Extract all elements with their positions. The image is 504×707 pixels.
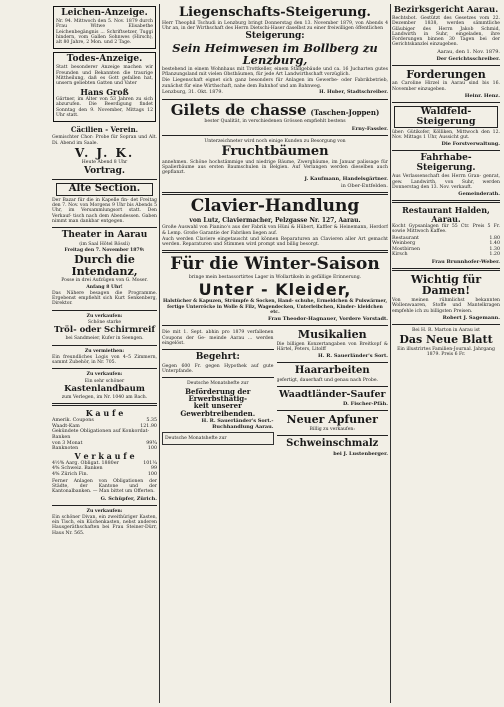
kaufe-row-value: 100: [147, 446, 157, 452]
ford-heading: Forderungen: [406, 67, 486, 81]
wichtig-heading: Wichtig für Damen!: [410, 272, 482, 298]
column-middle: [162, 4, 388, 703]
fahr-sig: Gemeinderath.: [458, 191, 500, 198]
winter-heading: Für die Winter-Saison: [170, 254, 380, 275]
bez-date: Aarau, den 1. Nov. 1879.: [437, 48, 500, 55]
monat-line2: Beförderung der Erwerbsthätig-: [185, 386, 251, 403]
leichen-text: Nr. 94. Mittwoch den 5. Nov. 1879 durch Frau Witwe Elisabethe Leichenbegängnis ... Schriftsetzer, Tuggi hindern, vom Gallen Sohnwes (Hirsch), alt 80 Jahre, 2 Mon. und 2 Tage.: [56, 19, 153, 46]
steigerung-label: Steigerung:: [245, 31, 305, 42]
verkaufe-sig: G. Schüpfer, Zürich.: [100, 495, 157, 502]
frucht-heading: Fruchtbäumen: [221, 143, 329, 159]
vkb-heading: V. J. K.: [74, 145, 135, 160]
begehrt-text: Gegen 600 Fr. gegen Hypothek auf gute Unterpfande.: [162, 363, 274, 374]
halden-row-label: Kirsch: [392, 252, 408, 258]
heimwesen-date: Lenzburg, 31. Okt. 1879.: [162, 89, 223, 95]
kaufe-row: [52, 429, 157, 440]
kaufe-list: [52, 418, 157, 452]
theater-anfang: Anfang 8 Uhr!: [86, 284, 123, 290]
frucht-intro: Unterzeichneter wird noch einige Kunden zu Besorgung von: [204, 138, 346, 144]
waad-sig: D. Fischer-Pfäh.: [343, 401, 388, 408]
todes-text: Statt besonderer Anzeige machen wir Freunden und Bekannten die traurige Mittheilung, daß es Gott gefallen hat, unsern geliebten Gatten und Vater: [56, 65, 153, 87]
inset-text: Deutsche Monatshefte zur: [165, 435, 227, 441]
frucht-text: annehmen. Schöne hochstämmige und niedrige Bäume, Zwergbäume, im Januar palissage für Spalierbäume aus ersten Baumschulen in Belgien. Auf Verlangen werden dieselben auch gepflanzt.: [162, 159, 388, 176]
bez-heading: Bezirksgericht Aarau.: [393, 5, 499, 15]
verkaufe-list: [52, 461, 157, 478]
liegenschaft-title: Liegenschafts-Steigerung.: [179, 5, 371, 20]
heimwesen-text2: Die Liegenschaft eignet sich ganz besonders für Anlagen im Gewerbe- oder Fabrikbetrieb, zunächst für eine Wirthschaft, nahe dem Bahnhof und am Bahnweg.: [162, 78, 388, 89]
neue-blatt-text: Ein illustrirtes Familien-Journal. Jahrgang 1879. Preis 6 Fr.: [397, 346, 495, 358]
theater-title: Theater in Aarau: [61, 230, 148, 241]
ford-text: an Caroline Hirzel in Aarau sind bis 16. November einzugeben.: [392, 81, 500, 92]
halden-row-label: Restaurant: [392, 235, 419, 241]
kaufe-row-label: Amerik. Coupons: [52, 418, 94, 424]
theater-text: Posse in drei Aufzügen von G. Moser.: [61, 278, 148, 284]
verkaufe-row-label: 4½% Aarg. Obligat. 1880er: [52, 460, 119, 466]
heimwesen-sig: H. Huber, Stadtschreiber.: [319, 88, 388, 95]
verkaufen2-text: Ein sehr schöner: [84, 378, 125, 384]
column-left: [52, 4, 157, 703]
begehrt-heading: Begehrt:: [195, 352, 240, 363]
vortrag-heading: Vortrag.: [83, 165, 126, 176]
wichtig-sig: Robert J. Sagemann.: [442, 314, 500, 321]
verkaufen1-label: Zu verkaufen:: [86, 313, 123, 319]
fahr-heading: Fahrhabe-Steigerung.: [416, 153, 476, 173]
clavier-text: Große Auswahl von Pianino's aus der Fabrik von Hüni & Hübert, Kaffler & Heinemann, Herdorf & Lemp. Große Garantie der Fabriken liegen auf.: [162, 225, 388, 236]
verkaufe-row-value: 99: [150, 466, 157, 472]
column-rule-1: [159, 4, 160, 703]
aarau-line: Bei H. R. Marton in Aarau ist: [412, 327, 480, 333]
column-rule-2: [390, 4, 391, 703]
musik-heading: Musikalien: [297, 329, 367, 342]
clavier-text2: Auch werden Claviere eingetauscht und können Reparaturen an Clavieren aller Art gemacht werden. Reparaturen und Stimmen wird prompt und billig besorgt.: [162, 236, 388, 248]
kaufe-row-label: Banknoten: [52, 446, 79, 452]
monat-sig: H. R. Sauerländer's Sort.-Buchhandlung Aarau.: [201, 417, 274, 430]
haar-heading: Haararbeiten: [294, 365, 370, 377]
gilets-paren: (Taschen-Joppen): [310, 107, 380, 117]
heimwesen-heading: Sein Heimwesen im Bollberg zu Lenzburg,: [172, 40, 378, 67]
todes-anzeige-box: [53, 52, 156, 122]
gilets-heading: Gilets de chasse: [170, 100, 307, 119]
vermiethen-text: Ein freundliches Logis von 4–5 Zimmern, sammt Zubehör, in Nr. 705.: [52, 354, 157, 366]
halden-row-value: 1.40: [489, 241, 500, 247]
halden-row-label: Weinberg: [392, 241, 416, 247]
theater-date: Freitag den 7. November 1879:: [64, 247, 145, 253]
monat-line1: Deutsche Monatshefte zur: [186, 381, 249, 387]
halden-text: Kocht Gypsanlagen für 55 Ctr. Preis 5 Fr. sowie Mittwoch Kaffee.: [392, 223, 500, 235]
waad-heading: Waadtländer-Saufer: [278, 389, 386, 401]
heimwesen-text: bestehend in einem Wohnhaus mit Trottkeller, einem Stallgebäude und ca. 16 Jucharten gutes Pflanzungsland mit vielen Obstbäumen, für jede Art Landwirthschaft vorzüglich.: [162, 66, 388, 78]
troel-text: bei Sandmeier, Kufer in Seengen.: [65, 336, 144, 342]
verkaufe-row-value: 100: [147, 472, 157, 478]
ford-sig: Heinr. Henz.: [464, 92, 500, 99]
todes-title: Todes-Anzeige.: [66, 54, 143, 65]
halden-row-value: 1.30: [489, 246, 500, 252]
halden-row-label: Mostbirnen: [392, 246, 421, 252]
vortrag-time: Heute Abend 8 Uhr: [81, 160, 128, 166]
kasten-heading: Kastenlandbaum: [64, 384, 145, 395]
wald-text: über: Gütikofer, Kölliken, Mittwoch den 12. Nov. Mittags 1 Uhr, Aussicht gut.: [392, 129, 500, 141]
theater-play: Durch die Intendanz,: [71, 253, 138, 278]
wald-heading: Waldfeld-Steigerung: [394, 106, 498, 128]
vermiethen-label: Zu vermiethen:: [84, 348, 125, 354]
schwein-sig: bei J. Lustenberger.: [333, 450, 388, 457]
verkaufe-row-label: 4% Schweiz. Banken: [52, 466, 103, 472]
halden-sig: Frau Brunnhofer-Weber.: [431, 258, 500, 265]
todes-text2: Gärtner, im Alter von 53 Jahren zu sich abzurufen. Die Beerdigung findet Sonntag den 9. November, Mittags 12 Uhr statt.: [56, 97, 153, 118]
fahr-text: Aus Verlassenschaft des Herrn Gran- genrat, gew. Landwirth, von Suhr, werden Donnerstag den 13. Nov. verkauft.: [392, 174, 500, 190]
caecilien-text: Gemischter Chor: Probe für Sopran und Alt. Di. Abend im Saale.: [52, 135, 157, 146]
halden-row-value: 1.20: [489, 252, 500, 258]
kaufe-row-value: 5.35: [146, 418, 157, 424]
unter-heading: Unter - Kleider,: [198, 279, 352, 299]
kaufe-row-label: Gekündete Obligationen auf Konkordat-Banken: [52, 429, 150, 441]
verkaufen2-label: Zu verkaufen:: [86, 372, 123, 378]
leichen-title: Leichen-Anzeige.: [61, 8, 148, 18]
winter-text: bringe mein bestassortirtes Lager in Wollartikeln in gefällige Erinnerung.: [188, 275, 362, 281]
verkaufe-row: [52, 472, 157, 478]
caecilien-title: Cäcilien - Verein.: [70, 125, 139, 135]
neue-blatt-heading: Das Neue Blatt: [399, 333, 493, 347]
frucht-sig2: in Ober-Entfelden.: [340, 183, 388, 190]
todes-name: Hans Groß: [80, 86, 129, 97]
kaufe-row-label: von 3 Monat: [52, 440, 83, 446]
alte-section-title: Alte Section.: [56, 183, 153, 196]
notice-inset: [162, 432, 274, 445]
neuer-text: Billig zu verkaufen:: [309, 426, 355, 432]
verkaufe-text: Ferner Anlagen von Obligationen der Städte, der Kantone und der Kantonalbanken. — Man bittet um Offerten.: [52, 478, 157, 495]
verkaufen3-text: Ein schöner Divan, ein zweithüriger Kasten, ein Tisch, ein Küchenkasten, nebst anderen Hausgeräthschaften bei Frau Steiner-Dürr, Haus Nr. 565.: [52, 514, 157, 536]
clavier-heading: Clavier-Handlung: [190, 196, 360, 217]
kaufe-title: K a u f e: [85, 408, 124, 419]
kaufe-row-label: Waadt-Kam: [52, 423, 80, 429]
wichtig-text: Von meinen rühmlichst bekannten Wollenwaaren, Stoffe und Mantelkragen empfehle ich zu billigsten Preisen.: [392, 297, 500, 314]
theater-sub: (im Saal Hôtel Rössli): [79, 241, 130, 247]
verkaufe-row-value: 101¼: [143, 460, 157, 466]
bez-sig: Der Gerichtsschreiber.: [436, 55, 500, 62]
wald-sig: Die Forstverwaltung.: [441, 141, 500, 148]
schwein-heading: Schweinschmalz: [286, 438, 379, 450]
musik-text: Die billigen Konzertangaben von Breitkopf & Härtel, Peters, Litolff: [276, 341, 388, 353]
clavier-sub: von Lutz, Claviermacher, Pelzgasse Nr. 127, Aarau.: [189, 217, 361, 225]
alte-section-text: Der Bazar für die in Kapelle fin- det Freitag den 7. Nov. von Morgens 9 Uhr bis Abends 5 Uhr, im Versammlungsort statt. Den Verkauf- tisch nach dem Abendessen. Gaben nimmt man dankbar entgegen.: [52, 197, 157, 224]
halden-row-value: 1.80: [489, 235, 500, 241]
haar-text: gefertigt, dauerhaft und genau nach Probe.: [276, 377, 379, 383]
verkaufe-row-label: 4% Zürich Fin.: [52, 472, 89, 478]
musik-sig: H. R. Sauerländer's Sort.: [318, 353, 388, 360]
unter-sig: Frau Theodor-Hagnauer, Vordere Vorstadt.: [268, 316, 388, 323]
gilets-sig: Erny-Fassler.: [351, 125, 388, 132]
theater-text2: Das Nähere besagen die Programme. Ergebenst empfiehlt sich Kurt Senkenberg, Direktor.: [52, 290, 157, 307]
kaufe-row-value: 121.90: [140, 423, 157, 429]
halden-price-list: [392, 236, 500, 258]
verkaufe-title: V e r k a u f e: [74, 450, 135, 461]
liegenschaft-intro: Herr Theophil Tschudi in Lenzburg bringt Donnerstag den 13. November 1879, von Abends 4 Uhr an, in der Wirthschaft des Herrn Dietschi-Haser daselbst zu einer freiwilligen öffentlichen: [162, 20, 388, 31]
leichen-anzeige-box: [53, 6, 156, 49]
kaufe-row-value: 99¾: [146, 440, 157, 446]
neuer-heading: Neuer Apfuner: [286, 413, 378, 427]
halden-row: [392, 252, 500, 258]
coupons-text: Die mit 1. Sept. abhin pro 1879 verfallenen Coupons der Ge- meinde Aarau ... werden eingelöst.: [162, 330, 274, 346]
gilets-text: bester Qualität, in verschiedenen Grössen empfiehlt bestens: [204, 119, 346, 125]
halden-heading: Restaurant Halden, Aarau.: [402, 205, 490, 224]
kasten-text: zum Verlegen, im Nr. 1040 am Bach.: [61, 394, 148, 400]
troel-heading: Tröl- oder Schirmreif: [54, 325, 155, 336]
monat-line3: keit unserer Gewerbtreibenden.: [180, 401, 256, 418]
verkaufen1-text: Schöne starke: [87, 320, 122, 326]
column-right: [392, 4, 500, 703]
bez-text: Rechtsbot. Gestützt des Gesetzes vom 22. Dezember 1838, werden sämmtliche Gläubiger des Herrn Jakob Schmid, Landwirth in Suhr, eingeladen, ihre Forderungen binnen 30 Tagen bei der Gerichtskanzlei einzugeben.: [392, 15, 500, 48]
unter-text: Halstücher & Kapuzen, Strümpfe & Socken, Hand- schuhe, Ermeldchen & Pulswärmer, fertige Unterröcke in Wolle & Filz, Wagendecken, Unterleibchen, Kinder- kleidchen etc.: [162, 299, 388, 316]
frucht-sig: J. Kaufmann, Handelsgärtner.: [304, 176, 388, 183]
verkaufen3-label: Zu verkaufen:: [86, 508, 123, 514]
